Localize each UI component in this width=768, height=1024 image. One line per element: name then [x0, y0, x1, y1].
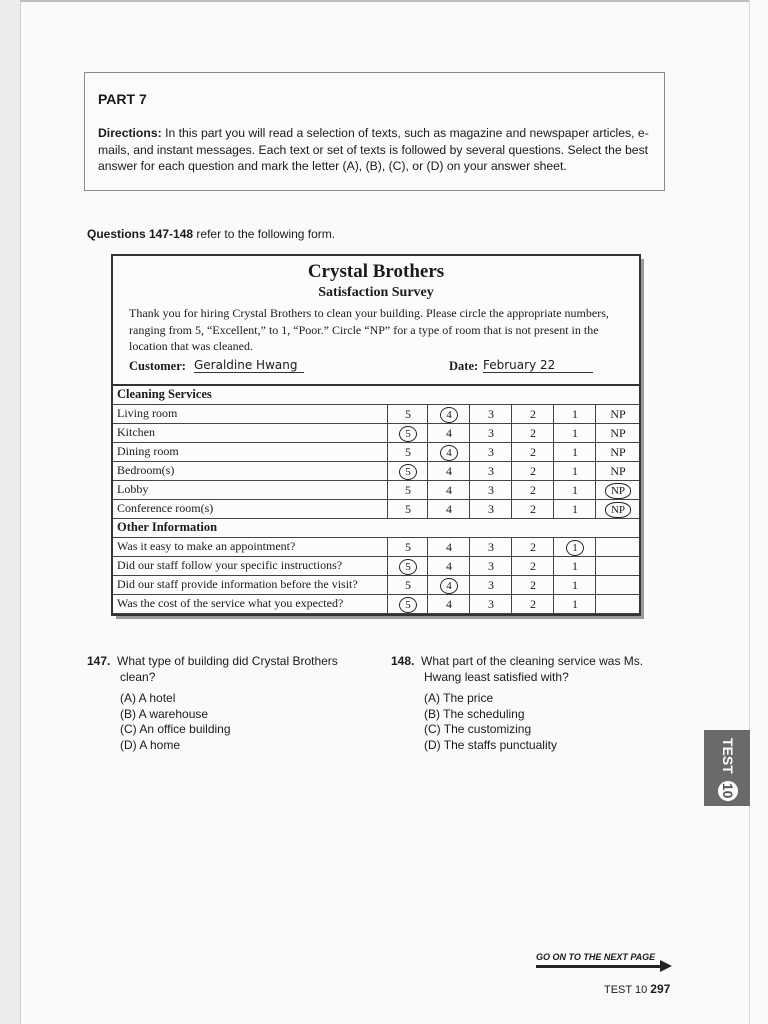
section-header-cleaning: [113, 386, 639, 405]
rating-cell[interactable]: [553, 500, 596, 518]
rating-value: 3: [488, 464, 494, 478]
rating-value: 2: [530, 445, 536, 459]
empty-cell: [595, 538, 640, 556]
rating-cell[interactable]: [553, 557, 596, 575]
rating-value: 4: [446, 464, 452, 478]
rating-cell[interactable]: [469, 443, 512, 461]
table-row: [113, 443, 639, 462]
rating-cell[interactable]: [427, 595, 470, 613]
rating-cell[interactable]: [469, 424, 512, 442]
rating-value: 1: [572, 578, 578, 592]
customer-value: Geraldine Hwang: [194, 358, 304, 373]
rating-cell[interactable]: [511, 424, 554, 442]
answer-options: [120, 691, 367, 753]
rating-value: 1: [572, 597, 578, 611]
rating-cell[interactable]: [511, 538, 554, 556]
rating-value: 4: [446, 483, 452, 497]
rating-value: 3: [488, 407, 494, 421]
row-label: Bedroom(s): [117, 463, 175, 477]
row-label: Was the cost of the service what you expected?: [117, 596, 344, 610]
table-row: [113, 557, 639, 576]
empty-cell: [595, 595, 640, 613]
rating-cell[interactable]: [469, 595, 512, 613]
row-label: Was it easy to make an appointment?: [117, 539, 296, 553]
rating-value: 2: [530, 597, 536, 611]
rating-value: 5: [405, 483, 411, 497]
table-row: [113, 500, 639, 519]
table-row: [113, 462, 639, 481]
rating-cell[interactable]: [595, 424, 640, 442]
cleaning-rows: [113, 405, 639, 519]
question-number: 147.: [87, 654, 111, 668]
directions: [98, 125, 658, 175]
rating-value: NP: [610, 464, 626, 478]
rating-cell[interactable]: [469, 557, 512, 575]
rating-value: 5: [405, 578, 411, 592]
question-number: 148.: [391, 654, 415, 668]
option-b[interactable]: (B) A warehouse: [120, 706, 209, 721]
option-a[interactable]: (A) A hotel: [120, 691, 176, 705]
rating-cell[interactable]: [387, 557, 428, 575]
row-label: Conference room(s): [117, 501, 214, 515]
rating-cell[interactable]: [511, 405, 554, 423]
rating-cell[interactable]: [511, 500, 554, 518]
rating-cell[interactable]: [469, 500, 512, 518]
rating-value: 2: [530, 559, 536, 573]
top-edge: [20, 0, 750, 2]
rating-cell[interactable]: [553, 595, 596, 613]
rating-value: 2: [530, 540, 536, 554]
rating-cell[interactable]: [553, 462, 596, 480]
rating-cell[interactable]: [511, 576, 554, 594]
rating-cell[interactable]: [469, 405, 512, 423]
option-c[interactable]: (C) The customizing: [424, 722, 532, 736]
question-148: [391, 653, 661, 753]
rating-cell[interactable]: [469, 462, 512, 480]
rating-value: 1: [572, 502, 578, 516]
rating-cell[interactable]: [427, 443, 470, 461]
rating-cell[interactable]: [511, 595, 554, 613]
form-title: Crystal Brothers: [307, 261, 445, 282]
section-header-other: [113, 519, 639, 538]
rating-cell[interactable]: [387, 481, 428, 499]
rating-cell[interactable]: [553, 405, 596, 423]
rating-cell[interactable]: [387, 576, 428, 594]
rating-value: 4: [446, 502, 452, 516]
rating-cell[interactable]: [387, 500, 428, 518]
question-147: [87, 653, 367, 753]
rating-value: 5: [399, 426, 417, 442]
rating-cell[interactable]: [469, 481, 512, 499]
rating-cell[interactable]: [511, 481, 554, 499]
rating-cell[interactable]: [553, 424, 596, 442]
rating-value: 5: [405, 445, 411, 459]
rating-value: 4: [440, 407, 458, 423]
part-title: PART 7: [98, 91, 147, 107]
rating-value: 1: [572, 559, 578, 573]
rating-cell[interactable]: [553, 481, 596, 499]
rating-value: 4: [440, 445, 458, 461]
rating-value: 4: [446, 559, 452, 573]
rating-cell[interactable]: [553, 576, 596, 594]
date-label: Date:: [449, 359, 479, 373]
table-row: [113, 538, 639, 557]
arrow-head-icon: [660, 960, 672, 972]
rating-value: 3: [488, 426, 494, 440]
rating-cell[interactable]: [387, 462, 428, 480]
rating-cell[interactable]: [595, 443, 640, 461]
test-tab-text: [718, 738, 738, 801]
row-label: Did our staff follow your specific instructions?: [117, 558, 343, 572]
rating-value: 3: [488, 445, 494, 459]
rating-value: 1: [572, 483, 578, 497]
row-label: Lobby: [117, 482, 149, 496]
rating-value: 3: [488, 578, 494, 592]
rating-value: 4: [440, 578, 458, 594]
rating-cell[interactable]: [469, 576, 512, 594]
binding-line: [20, 0, 21, 1024]
option-d[interactable]: (D) The staffs punctuality: [424, 737, 557, 752]
customer-label: Customer:: [129, 359, 186, 373]
row-label: Did our staff provide information before the visit?: [117, 577, 358, 591]
rating-cell[interactable]: [511, 443, 554, 461]
rating-cell[interactable]: [387, 538, 428, 556]
test-tab: [704, 730, 750, 806]
row-label: Living room: [117, 406, 178, 420]
option-b[interactable]: (B) The scheduling: [424, 706, 525, 721]
rating-cell[interactable]: [387, 405, 428, 423]
table-row: [113, 481, 639, 500]
form-subtitle: Satisfaction Survey: [318, 285, 434, 300]
rating-cell[interactable]: [427, 424, 470, 442]
rating-value: 2: [530, 578, 536, 592]
option-a[interactable]: (A) The price: [424, 691, 494, 705]
rating-value: 3: [488, 540, 494, 554]
rating-value: 3: [488, 502, 494, 516]
footer-test-label: TEST 10: [604, 984, 648, 996]
test-tab-label: TEST: [720, 738, 736, 774]
page-number: 297: [650, 982, 671, 996]
rating-cell[interactable]: [387, 424, 428, 442]
test-tab-number: 10: [718, 781, 738, 801]
rating-value: NP: [605, 502, 631, 518]
rating-cell[interactable]: [427, 481, 470, 499]
rating-value: NP: [605, 483, 631, 499]
rating-cell[interactable]: [595, 500, 640, 518]
rating-value: 2: [530, 407, 536, 421]
survey-form: [111, 254, 641, 616]
rating-value: 4: [446, 540, 452, 554]
directions-text: In this part you will read a selection of texts, such as magazine and newspaper articles, e-mails, and instant messages. Each text or set of texts is followed by several questions. Select the best answer for each question and mark the letter (A), (B), (C), or (D) on your answer sheet.: [98, 126, 649, 173]
rating-cell[interactable]: [427, 462, 470, 480]
row-label: Kitchen: [117, 425, 155, 439]
question-text: What type of building did Crystal Brothers clean?: [117, 654, 338, 684]
option-d[interactable]: (D) A home: [120, 737, 181, 752]
question-stem: [391, 653, 661, 685]
rating-value: NP: [610, 426, 626, 440]
answer-options: [424, 691, 661, 753]
rating-value: NP: [610, 445, 626, 459]
rating-cell[interactable]: [469, 538, 512, 556]
table-row: [113, 405, 639, 424]
rating-value: 1: [572, 445, 578, 459]
rating-value: 2: [530, 426, 536, 440]
table-row: [113, 595, 639, 614]
page-binding-edge: [0, 0, 20, 1024]
rating-value: 3: [488, 559, 494, 573]
other-rows: [113, 538, 639, 614]
rating-value: 4: [446, 597, 452, 611]
questions-ref-text: refer to the following form.: [196, 227, 336, 241]
rating-cell[interactable]: [511, 462, 554, 480]
rating-value: 5: [405, 502, 411, 516]
option-c[interactable]: (C) An office building: [120, 722, 231, 736]
form-intro: Thank you for hiring Crystal Brothers to clean your building. Please circle the appropriate numbers, ranging from 5, “Excellent,” to 1, “Poor.” Circle “NP” for a type of room that is not present in the location that was cleaned.: [129, 306, 609, 353]
right-edge: [749, 0, 750, 1024]
part-directions-box: [84, 72, 665, 191]
go-on-text: GO ON TO THE NEXT PAGE: [536, 952, 656, 962]
rating-cell[interactable]: [553, 538, 596, 556]
rating-cell[interactable]: [595, 405, 640, 423]
rating-value: 4: [446, 426, 452, 440]
rating-value: 2: [530, 464, 536, 478]
empty-cell: [595, 557, 640, 575]
section-label: Other Information: [117, 520, 218, 534]
rating-cell[interactable]: [427, 557, 470, 575]
rating-cell[interactable]: [387, 443, 428, 461]
rating-cell[interactable]: [427, 405, 470, 423]
rating-value: 1: [572, 464, 578, 478]
row-label: Dining room: [117, 444, 179, 458]
rating-cell[interactable]: [553, 443, 596, 461]
date-value: February 22: [483, 358, 593, 373]
question-stem: [87, 653, 367, 685]
rating-value: 3: [488, 483, 494, 497]
table-row: [113, 424, 639, 443]
rating-cell[interactable]: [387, 595, 428, 613]
questions-range: Questions 147-148: [87, 227, 194, 241]
rating-value: 1: [572, 407, 578, 421]
rating-value: 1: [566, 540, 584, 556]
rating-value: 5: [405, 407, 411, 421]
rating-cell[interactable]: [427, 538, 470, 556]
ratings-table: [113, 384, 639, 614]
directions-label: Directions:: [98, 126, 162, 140]
rating-value: 2: [530, 502, 536, 516]
page-footer: [604, 982, 670, 996]
rating-value: 5: [399, 559, 417, 575]
rating-value: 5: [399, 597, 417, 613]
questions-reference: [87, 227, 335, 241]
rating-value: NP: [610, 407, 626, 421]
rating-value: 2: [530, 483, 536, 497]
empty-cell: [595, 576, 640, 594]
rating-cell[interactable]: [595, 481, 640, 499]
rating-cell[interactable]: [595, 462, 640, 480]
arrow-icon: [536, 965, 664, 968]
rating-cell[interactable]: [427, 500, 470, 518]
rating-value: 5: [405, 540, 411, 554]
section-label: Cleaning Services: [117, 387, 212, 401]
rating-value: 5: [399, 464, 417, 480]
rating-value: 3: [488, 597, 494, 611]
rating-cell[interactable]: [511, 557, 554, 575]
rating-cell[interactable]: [427, 576, 470, 594]
rating-value: 1: [572, 426, 578, 440]
question-text: What part of the cleaning service was Ms. Hwang least satisfied with?: [421, 654, 644, 684]
table-row: [113, 576, 639, 595]
